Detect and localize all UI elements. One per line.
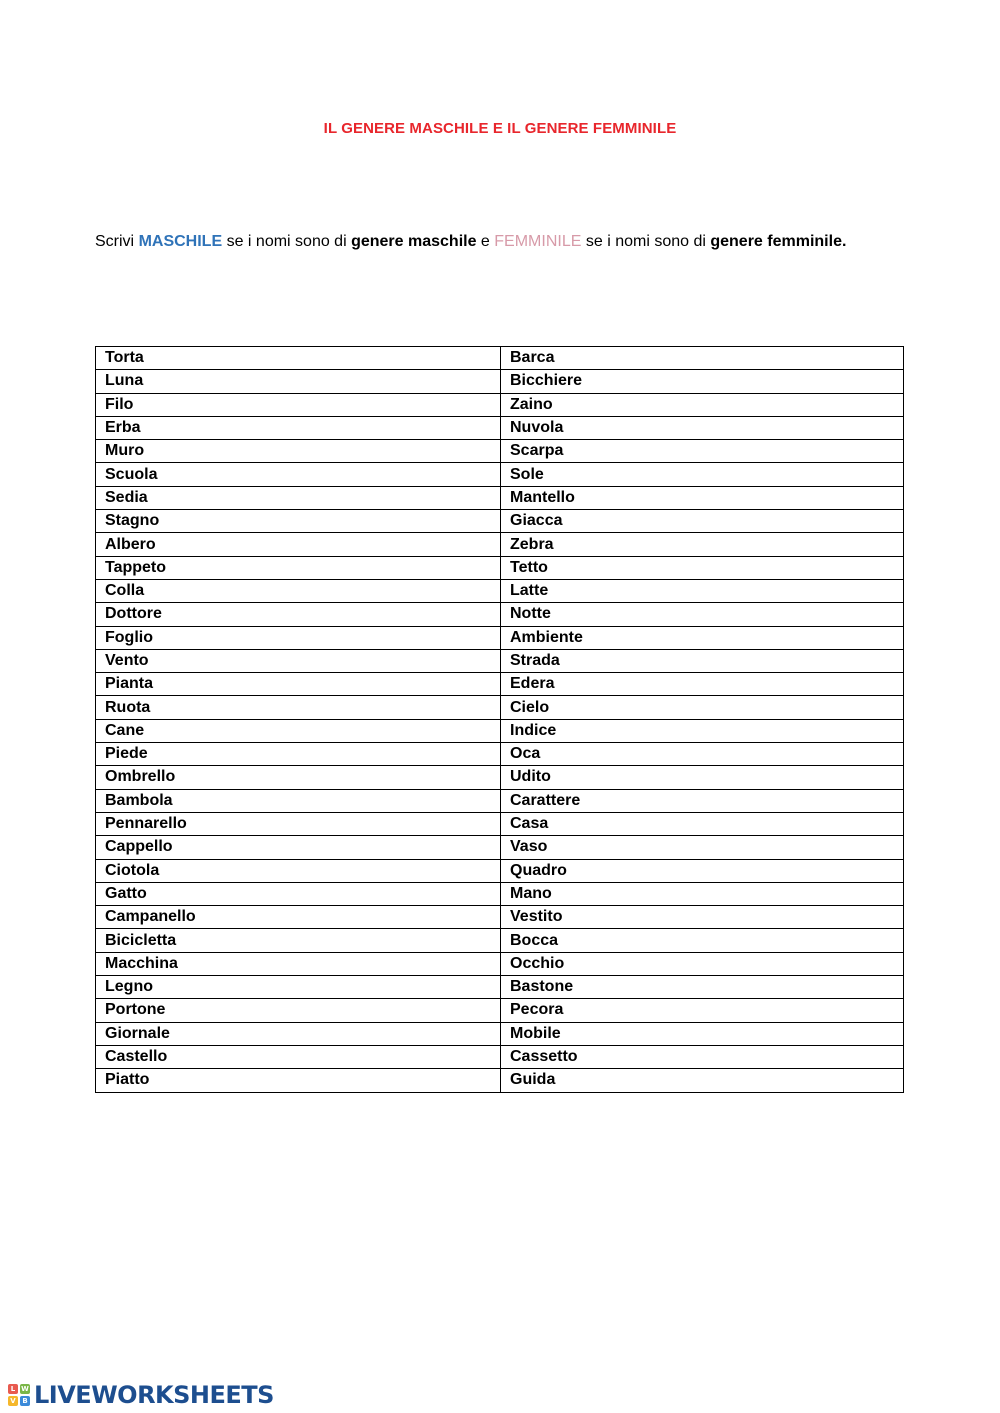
word-cell-right: Giacca [501, 510, 904, 533]
word-cell-right: Udito [501, 766, 904, 789]
table-row [96, 486, 904, 509]
word-cell-right: Indice [501, 719, 904, 742]
table-row [96, 626, 904, 649]
word-cell-left: Dottore [96, 603, 501, 626]
word-cell-left: Colla [96, 579, 501, 602]
table-row [96, 999, 904, 1022]
word-cell-right: Latte [501, 579, 904, 602]
table-row [96, 510, 904, 533]
table-row [96, 579, 904, 602]
word-cell-left: Pianta [96, 673, 501, 696]
word-cell-right: Mantello [501, 486, 904, 509]
word-cell-left: Stagno [96, 510, 501, 533]
word-cell-left: Albero [96, 533, 501, 556]
word-cell-left: Tappeto [96, 556, 501, 579]
table-row [96, 719, 904, 742]
maschile-keyword: MASCHILE [138, 233, 223, 250]
word-cell-left: Filo [96, 393, 501, 416]
word-cell-left: Bambola [96, 789, 501, 812]
logo-square: B [20, 1396, 30, 1406]
word-cell-left: Legno [96, 976, 501, 999]
table-row [96, 743, 904, 766]
word-cell-left: Foglio [96, 626, 501, 649]
table-row [96, 812, 904, 835]
word-cell-right: Vaso [501, 836, 904, 859]
word-cell-left: Ruota [96, 696, 501, 719]
table-row [96, 696, 904, 719]
word-table [95, 346, 904, 1093]
table-row [96, 347, 904, 370]
word-cell-left: Ciotola [96, 859, 501, 882]
table-row [96, 673, 904, 696]
word-cell-left: Castello [96, 1045, 501, 1068]
word-cell-left: Macchina [96, 952, 501, 975]
table-row [96, 882, 904, 905]
word-cell-right: Oca [501, 743, 904, 766]
liveworksheets-logo [8, 1381, 274, 1409]
table-row [96, 1069, 904, 1092]
table-row [96, 603, 904, 626]
word-cell-right: Occhio [501, 952, 904, 975]
word-cell-right: Scarpa [501, 440, 904, 463]
word-table-body [96, 347, 904, 1093]
word-cell-left: Sedia [96, 486, 501, 509]
table-row [96, 393, 904, 416]
table-row [96, 976, 904, 999]
femminile-keyword: FEMMINILE [494, 233, 582, 250]
table-row [96, 440, 904, 463]
word-cell-left: Giornale [96, 1022, 501, 1045]
table-row [96, 556, 904, 579]
word-cell-right: Carattere [501, 789, 904, 812]
instruction-part: se i nomi sono di [581, 233, 711, 250]
word-cell-right: Casa [501, 812, 904, 835]
table-row [96, 859, 904, 882]
table-row [96, 952, 904, 975]
word-cell-left: Cane [96, 719, 501, 742]
word-cell-left: Portone [96, 999, 501, 1022]
word-cell-left: Cappello [96, 836, 501, 859]
instruction-part: Scrivi [95, 233, 139, 250]
table-row [96, 766, 904, 789]
word-cell-left: Pennarello [96, 812, 501, 835]
table-row [96, 906, 904, 929]
word-cell-right: Mobile [501, 1022, 904, 1045]
logo-square: W [21, 1385, 29, 1393]
logo-square: V [8, 1396, 18, 1406]
word-cell-left: Piede [96, 743, 501, 766]
word-cell-right: Bocca [501, 929, 904, 952]
word-cell-right: Strada [501, 649, 904, 672]
table-row [96, 463, 904, 486]
word-cell-left: Torta [96, 347, 501, 370]
table-row [96, 416, 904, 439]
instruction-text [95, 233, 846, 251]
word-cell-right: Zebra [501, 533, 904, 556]
word-cell-left: Piatto [96, 1069, 501, 1092]
instruction-part: e [476, 233, 495, 250]
word-cell-right: Notte [501, 603, 904, 626]
table-row [96, 836, 904, 859]
word-cell-right: Quadro [501, 859, 904, 882]
table-row [96, 370, 904, 393]
word-cell-right: Cielo [501, 696, 904, 719]
word-cell-left: Vento [96, 649, 501, 672]
word-cell-right: Edera [501, 673, 904, 696]
logo-square: L [8, 1384, 18, 1394]
word-cell-right: Bastone [501, 976, 904, 999]
table-row [96, 1045, 904, 1068]
word-cell-left: Gatto [96, 882, 501, 905]
genere-femminile-label: genere femminile. [710, 233, 847, 250]
table-row [96, 789, 904, 812]
word-cell-left: Muro [96, 440, 501, 463]
page-title: IL GENERE MASCHILE E IL GENERE FEMMINILE [323, 120, 677, 137]
word-cell-right: Vestito [501, 906, 904, 929]
table-row [96, 1022, 904, 1045]
word-cell-left: Luna [96, 370, 501, 393]
table-row [96, 929, 904, 952]
word-cell-right: Tetto [501, 556, 904, 579]
logo-icon [8, 1384, 30, 1406]
word-cell-left: Scuola [96, 463, 501, 486]
word-cell-right: Sole [501, 463, 904, 486]
word-cell-left: Erba [96, 416, 501, 439]
word-cell-right: Nuvola [501, 416, 904, 439]
word-cell-left: Campanello [96, 906, 501, 929]
logo-text: LIVEWORKSHEETS [34, 1381, 274, 1409]
word-cell-right: Zaino [501, 393, 904, 416]
word-cell-right: Ambiente [501, 626, 904, 649]
table-row [96, 533, 904, 556]
table-row [96, 649, 904, 672]
word-cell-right: Bicchiere [501, 370, 904, 393]
word-cell-right: Pecora [501, 999, 904, 1022]
word-cell-right: Mano [501, 882, 904, 905]
genere-maschile-label: genere maschile [351, 233, 477, 250]
word-cell-left: Bicicletta [96, 929, 501, 952]
word-cell-right: Guida [501, 1069, 904, 1092]
word-cell-right: Cassetto [501, 1045, 904, 1068]
word-cell-right: Barca [501, 347, 904, 370]
instruction-part: se i nomi sono di [222, 233, 352, 250]
word-cell-left: Ombrello [96, 766, 501, 789]
